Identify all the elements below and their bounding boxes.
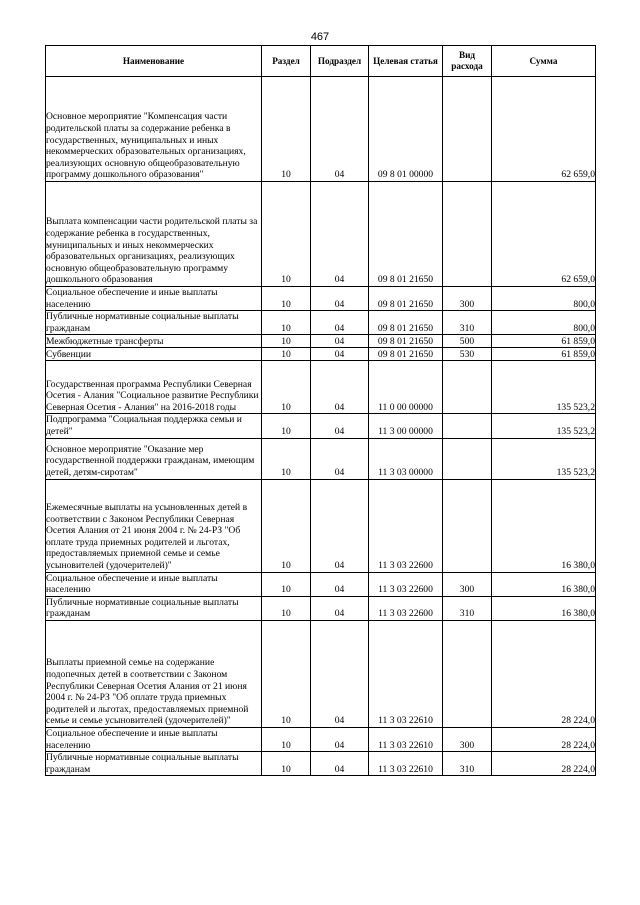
row-vid: 300 <box>443 572 492 596</box>
row-summa: 16 380,0 <box>492 572 596 596</box>
row-summa: 16 380,0 <box>492 596 596 620</box>
row-podrazdel: 04 <box>311 77 369 182</box>
header-row <box>46 46 596 77</box>
table-row <box>46 414 596 438</box>
row-statya: 09 8 01 21650 <box>369 348 443 361</box>
row-name: Публичные нормативные социальные выплаты гражданам <box>46 752 262 776</box>
row-razdel: 10 <box>262 77 311 182</box>
row-statya: 09 8 01 21650 <box>369 311 443 335</box>
row-vid <box>443 620 492 727</box>
header-podrazdel: Подраздел <box>311 46 369 77</box>
row-podrazdel: 04 <box>311 361 369 414</box>
row-statya: 11 3 03 22610 <box>369 620 443 727</box>
row-name: Ежемесячные выплаты на усыновленных детей в соответствии с Законом Республики Северная Осетия Алания от 21 июня 2004 г. № 24-РЗ "Об оплате труда приемных родителей и льготах, предоставляемых приемной семье и семье усыновителей (удочерителей)" <box>46 479 262 572</box>
row-summa: 135 523,2 <box>492 438 596 479</box>
row-razdel: 10 <box>262 335 311 348</box>
row-podrazdel: 04 <box>311 348 369 361</box>
row-statya: 11 3 00 00000 <box>369 414 443 438</box>
row-vid <box>443 182 492 287</box>
table-row <box>46 572 596 596</box>
table-row <box>46 348 596 361</box>
row-razdel: 10 <box>262 414 311 438</box>
row-summa: 62 659,0 <box>492 77 596 182</box>
row-razdel: 10 <box>262 620 311 727</box>
row-vid: 500 <box>443 335 492 348</box>
row-name: Социальное обеспечение и иные выплаты населению <box>46 572 262 596</box>
row-podrazdel: 04 <box>311 479 369 572</box>
header-name: Наименование <box>46 46 262 77</box>
row-name: Субвенции <box>46 348 262 361</box>
row-statya: 09 8 01 21650 <box>369 287 443 311</box>
row-vid: 300 <box>443 287 492 311</box>
row-statya: 11 3 03 00000 <box>369 438 443 479</box>
row-statya: 11 3 03 22610 <box>369 727 443 751</box>
row-razdel: 10 <box>262 596 311 620</box>
row-summa: 28 224,0 <box>492 752 596 776</box>
table-row <box>46 596 596 620</box>
row-razdel: 10 <box>262 311 311 335</box>
row-summa: 135 523,2 <box>492 414 596 438</box>
table-row <box>46 620 596 727</box>
row-statya: 11 0 00 00000 <box>369 361 443 414</box>
row-name: Выплата компенсации части родительской платы за содержание ребенка в государственных, муниципальных и иных некоммерческих образовательных организациях, реализующих основную общеобразовательную программу дошкольного образования <box>46 182 262 287</box>
row-statya: 11 3 03 22610 <box>369 752 443 776</box>
row-statya: 11 3 03 22600 <box>369 572 443 596</box>
row-summa: 61 859,0 <box>492 348 596 361</box>
row-vid: 310 <box>443 752 492 776</box>
row-summa: 135 523,2 <box>492 361 596 414</box>
row-statya: 11 3 03 22600 <box>369 596 443 620</box>
row-razdel: 10 <box>262 727 311 751</box>
row-podrazdel: 04 <box>311 182 369 287</box>
row-razdel: 10 <box>262 572 311 596</box>
row-podrazdel: 04 <box>311 311 369 335</box>
row-name: Публичные нормативные социальные выплаты гражданам <box>46 596 262 620</box>
row-vid: 300 <box>443 727 492 751</box>
row-vid <box>443 414 492 438</box>
table-body <box>46 77 596 776</box>
row-name: Межбюджетные трансферты <box>46 335 262 348</box>
row-name: Основное мероприятие "Компенсация части родительской платы за содержание ребенка в государственных, муниципальных и иных некоммерческих образовательных организациях, реализующих основную общеобразовательную программу дошкольного образования" <box>46 77 262 182</box>
row-razdel: 10 <box>262 348 311 361</box>
table-row <box>46 182 596 287</box>
row-statya: 09 8 01 21650 <box>369 335 443 348</box>
header-summa: Сумма <box>492 46 596 77</box>
row-name: Основное мероприятие "Оказание мер государственной поддержки гражданам, имеющим детей, детям-сиротам" <box>46 438 262 479</box>
row-name: Выплаты приемной семье на содержание подопечных детей в соответствии с Законом Республики Северная Осетия Алания от 21 июня 2004 г. № 24-РЗ "Об оплате труда приемных родителей и льготах, предоставляемых приемной семье и семье усыновителей (удочерителей)" <box>46 620 262 727</box>
row-name: Социальное обеспечение и иные выплаты населению <box>46 287 262 311</box>
header-statya: Целевая статья <box>369 46 443 77</box>
row-vid <box>443 479 492 572</box>
table-header <box>46 46 596 77</box>
row-name: Публичные нормативные социальные выплаты гражданам <box>46 311 262 335</box>
row-razdel: 10 <box>262 287 311 311</box>
row-summa: 800,0 <box>492 287 596 311</box>
row-vid: 310 <box>443 311 492 335</box>
row-vid: 310 <box>443 596 492 620</box>
row-podrazdel: 04 <box>311 727 369 751</box>
row-summa: 28 224,0 <box>492 727 596 751</box>
row-vid <box>443 77 492 182</box>
row-statya: 09 8 01 21650 <box>369 182 443 287</box>
row-summa: 28 224,0 <box>492 620 596 727</box>
header-razdel: Раздел <box>262 46 311 77</box>
row-podrazdel: 04 <box>311 752 369 776</box>
row-razdel: 10 <box>262 361 311 414</box>
row-podrazdel: 04 <box>311 596 369 620</box>
header-vid: Вид расхода <box>443 46 492 77</box>
table-row <box>46 479 596 572</box>
table-row <box>46 438 596 479</box>
table-row <box>46 361 596 414</box>
row-vid <box>443 438 492 479</box>
table-row <box>46 287 596 311</box>
row-razdel: 10 <box>262 752 311 776</box>
table-row <box>46 311 596 335</box>
row-razdel: 10 <box>262 438 311 479</box>
row-summa: 62 659,0 <box>492 182 596 287</box>
row-name: Государственная программа Республики Северная Осетия - Алания "Социальное развитие Республики Северная Осетия - Алания" на 2016-2018 годы <box>46 361 262 414</box>
row-summa: 61 859,0 <box>492 335 596 348</box>
row-podrazdel: 04 <box>311 438 369 479</box>
row-statya: 09 8 01 00000 <box>369 77 443 182</box>
page-number: 467 <box>310 31 330 43</box>
row-razdel: 10 <box>262 479 311 572</box>
row-podrazdel: 04 <box>311 335 369 348</box>
table-row <box>46 727 596 751</box>
row-vid: 530 <box>443 348 492 361</box>
row-razdel: 10 <box>262 182 311 287</box>
row-vid <box>443 361 492 414</box>
budget-table <box>45 45 596 776</box>
table-row <box>46 77 596 182</box>
row-podrazdel: 04 <box>311 414 369 438</box>
row-name: Подпрограмма "Социальная поддержка семьи и детей" <box>46 414 262 438</box>
table-row <box>46 752 596 776</box>
row-podrazdel: 04 <box>311 287 369 311</box>
row-summa: 800,0 <box>492 311 596 335</box>
table-row <box>46 335 596 348</box>
row-podrazdel: 04 <box>311 572 369 596</box>
row-summa: 16 380,0 <box>492 479 596 572</box>
row-statya: 11 3 03 22600 <box>369 479 443 572</box>
row-name: Социальное обеспечение и иные выплаты населению <box>46 727 262 751</box>
row-podrazdel: 04 <box>311 620 369 727</box>
